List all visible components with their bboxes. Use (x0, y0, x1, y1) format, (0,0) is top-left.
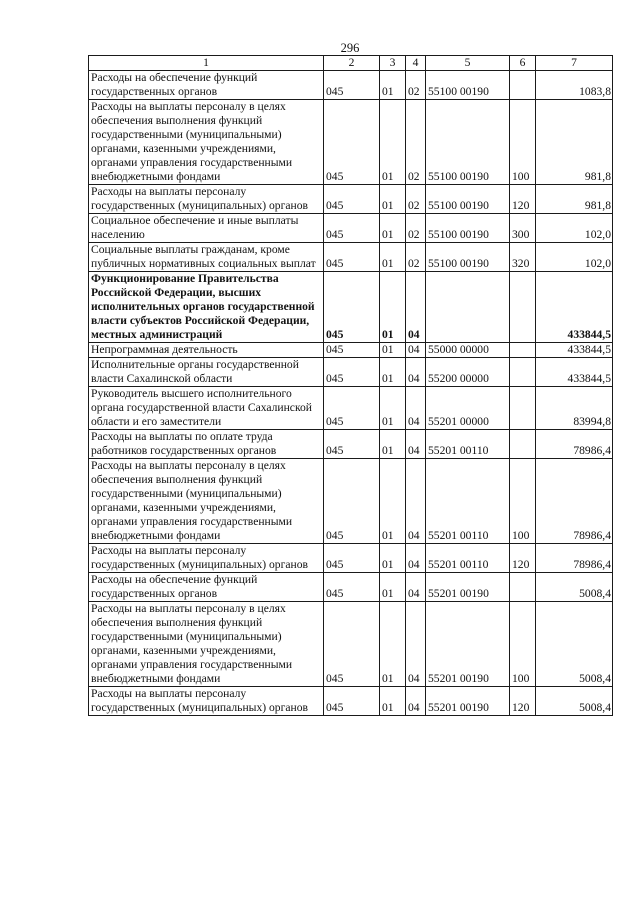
expense-type-code-cell: 300 (510, 214, 536, 243)
subsection-code-cell: 02 (406, 185, 426, 214)
table-row (89, 573, 613, 602)
ministry-code-cell: 045 (324, 100, 380, 185)
section-code-cell: 01 (380, 343, 406, 358)
expense-name-cell: Непрограммная деятельность (89, 343, 324, 358)
section-code-cell: 01 (380, 602, 406, 687)
expense-name-cell: Расходы на выплаты персоналу в целях обеспечения выполнения функций государственными (муниципальными) органами, казенными учреждениями, органами управления государственными внебюджетными фондами (89, 602, 324, 687)
target-article-code-cell: 55201 00110 (426, 459, 510, 544)
expense-type-code-cell (510, 573, 536, 602)
expense-type-code-cell (510, 430, 536, 459)
section-code-cell: 01 (380, 272, 406, 343)
ministry-code-cell: 045 (324, 243, 380, 272)
section-code-cell: 01 (380, 214, 406, 243)
amount-cell: 78986,4 (536, 430, 613, 459)
target-article-code-cell: 55100 00190 (426, 71, 510, 100)
table-row (89, 343, 613, 358)
subsection-code-cell: 04 (406, 430, 426, 459)
subsection-code-cell: 04 (406, 387, 426, 430)
amount-cell: 433844,5 (536, 272, 613, 343)
ministry-code-cell: 045 (324, 185, 380, 214)
table-row (89, 459, 613, 544)
amount-cell: 78986,4 (536, 459, 613, 544)
subsection-code-cell: 02 (406, 243, 426, 272)
amount-cell: 83994,8 (536, 387, 613, 430)
subsection-code-cell: 04 (406, 459, 426, 544)
ministry-code-cell: 045 (324, 343, 380, 358)
section-code-cell: 01 (380, 71, 406, 100)
target-article-code-cell: 55200 00000 (426, 358, 510, 387)
expense-name-cell: Расходы на выплаты по оплате труда работников государственных органов (89, 430, 324, 459)
expense-type-code-cell: 100 (510, 602, 536, 687)
amount-cell: 5008,4 (536, 687, 613, 716)
expense-type-code-cell: 100 (510, 459, 536, 544)
section-code-cell: 01 (380, 358, 406, 387)
target-article-code-cell: 55000 00000 (426, 343, 510, 358)
table-row (89, 185, 613, 214)
amount-cell: 433844,5 (536, 343, 613, 358)
column-number: 1 (89, 56, 324, 71)
amount-cell: 102,0 (536, 214, 613, 243)
page-number: 296 (340, 41, 360, 55)
expense-type-code-cell: 120 (510, 185, 536, 214)
subsection-code-cell: 02 (406, 100, 426, 185)
subsection-code-cell: 04 (406, 573, 426, 602)
ministry-code-cell: 045 (324, 602, 380, 687)
expense-type-code-cell (510, 343, 536, 358)
section-code-cell: 01 (380, 387, 406, 430)
subsection-code-cell: 04 (406, 687, 426, 716)
ministry-code-cell: 045 (324, 430, 380, 459)
subsection-code-cell: 04 (406, 272, 426, 343)
expense-type-code-cell: 120 (510, 687, 536, 716)
ministry-code-cell: 045 (324, 214, 380, 243)
expense-type-code-cell (510, 358, 536, 387)
ministry-code-cell: 045 (324, 544, 380, 573)
table-row (89, 243, 613, 272)
target-article-code-cell: 55201 00190 (426, 573, 510, 602)
column-number: 4 (406, 56, 426, 71)
target-article-code-cell: 55100 00190 (426, 185, 510, 214)
target-article-code-cell: 55100 00190 (426, 243, 510, 272)
ministry-code-cell: 045 (324, 387, 380, 430)
target-article-code-cell: 55201 00190 (426, 687, 510, 716)
section-code-cell: 01 (380, 243, 406, 272)
subsection-code-cell: 02 (406, 214, 426, 243)
expense-name-cell: Расходы на выплаты персоналу государственных (муниципальных) органов (89, 687, 324, 716)
expense-name-cell: Руководитель высшего исполнительного органа государственной власти Сахалинской области и его заместители (89, 387, 324, 430)
ministry-code-cell: 045 (324, 71, 380, 100)
budget-table (88, 55, 613, 716)
target-article-code-cell: 55201 00110 (426, 430, 510, 459)
expense-name-cell: Расходы на выплаты персоналу в целях обеспечения выполнения функций государственными (муниципальными) органами, казенными учреждениями, органами управления государственными внебюджетными фондами (89, 459, 324, 544)
table-row (89, 687, 613, 716)
table-row (89, 544, 613, 573)
expense-name-cell: Расходы на обеспечение функций государственных органов (89, 573, 324, 602)
expense-name-cell: Расходы на выплаты персоналу государственных (муниципальных) органов (89, 544, 324, 573)
target-article-code-cell: 55201 00000 (426, 387, 510, 430)
amount-cell: 5008,4 (536, 602, 613, 687)
amount-cell: 102,0 (536, 243, 613, 272)
section-code-cell: 01 (380, 687, 406, 716)
table-row (89, 430, 613, 459)
section-code-cell: 01 (380, 573, 406, 602)
column-number-row (89, 56, 613, 71)
table-row (89, 387, 613, 430)
section-code-cell: 01 (380, 100, 406, 185)
expense-type-code-cell: 320 (510, 243, 536, 272)
table-row (89, 214, 613, 243)
expense-type-code-cell (510, 387, 536, 430)
table-row (89, 71, 613, 100)
subsection-code-cell: 04 (406, 343, 426, 358)
expense-name-cell: Расходы на выплаты персоналу государственных (муниципальных) органов (89, 185, 324, 214)
ministry-code-cell: 045 (324, 358, 380, 387)
subsection-code-cell: 04 (406, 544, 426, 573)
table-row (89, 272, 613, 343)
target-article-code-cell: 55201 00110 (426, 544, 510, 573)
section-code-cell: 01 (380, 430, 406, 459)
expense-name-cell: Исполнительные органы государственной власти Сахалинской области (89, 358, 324, 387)
expense-name-cell: Социальные выплаты гражданам, кроме публичных нормативных социальных выплат (89, 243, 324, 272)
column-number: 3 (380, 56, 406, 71)
target-article-code-cell: 55201 00190 (426, 602, 510, 687)
expense-type-code-cell (510, 71, 536, 100)
section-code-cell: 01 (380, 459, 406, 544)
target-article-code-cell (426, 272, 510, 343)
subsection-code-cell: 04 (406, 358, 426, 387)
amount-cell: 1083,8 (536, 71, 613, 100)
expense-name-cell: Расходы на обеспечение функций государственных органов (89, 71, 324, 100)
column-number: 6 (510, 56, 536, 71)
ministry-code-cell: 045 (324, 459, 380, 544)
expense-name-cell: Социальное обеспечение и иные выплаты населению (89, 214, 324, 243)
amount-cell: 981,8 (536, 185, 613, 214)
table-row (89, 100, 613, 185)
amount-cell: 433844,5 (536, 358, 613, 387)
section-code-cell: 01 (380, 544, 406, 573)
target-article-code-cell: 55100 00190 (426, 214, 510, 243)
ministry-code-cell: 045 (324, 687, 380, 716)
column-number: 7 (536, 56, 613, 71)
expense-name-cell: Функционирование Правительства Российской Федерации, высших исполнительных органов государственной власти субъектов Российской Федерации, местных администраций (89, 272, 324, 343)
amount-cell: 5008,4 (536, 573, 613, 602)
subsection-code-cell: 02 (406, 71, 426, 100)
expense-name-cell: Расходы на выплаты персоналу в целях обеспечения выполнения функций государственными (муниципальными) органами, казенными учреждениями, органами управления государственными внебюджетными фондами (89, 100, 324, 185)
ministry-code-cell: 045 (324, 272, 380, 343)
column-number: 2 (324, 56, 380, 71)
subsection-code-cell: 04 (406, 602, 426, 687)
amount-cell: 78986,4 (536, 544, 613, 573)
table-row (89, 602, 613, 687)
section-code-cell: 01 (380, 185, 406, 214)
expense-type-code-cell: 100 (510, 100, 536, 185)
amount-cell: 981,8 (536, 100, 613, 185)
column-number: 5 (426, 56, 510, 71)
target-article-code-cell: 55100 00190 (426, 100, 510, 185)
expense-type-code-cell: 120 (510, 544, 536, 573)
ministry-code-cell: 045 (324, 573, 380, 602)
table-row (89, 358, 613, 387)
expense-type-code-cell (510, 272, 536, 343)
